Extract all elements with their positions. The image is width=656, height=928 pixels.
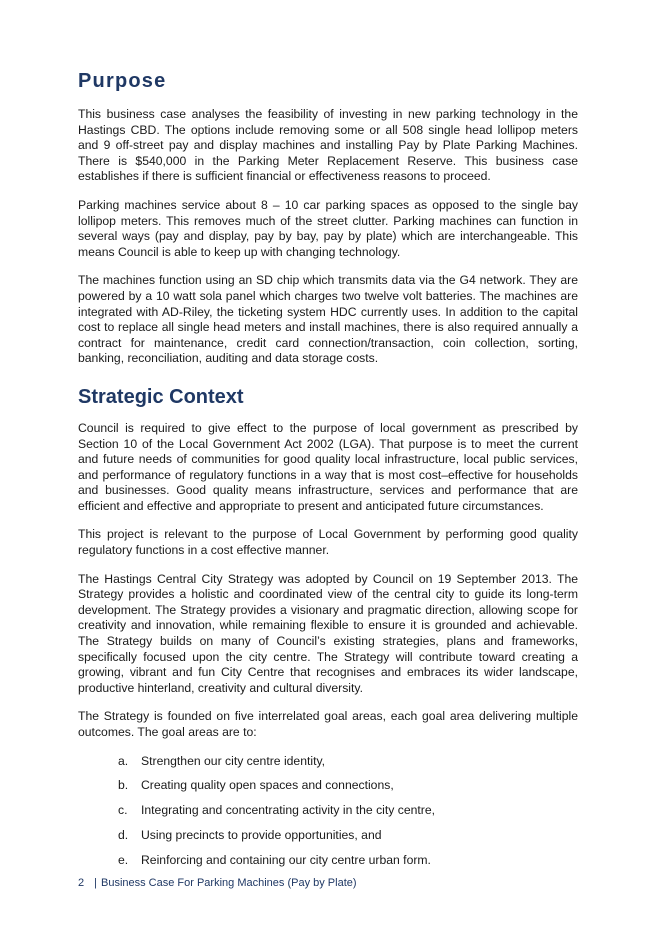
purpose-paragraph-3: The machines function using an SD chip which transmits data via the G4 network. They are powered by a 10 watt sola panel which charges two twelve volt batteries. The machines are integrated with AD-Riley, the ticketing system HDC currently uses. In addition to the capital cost to replace all single head meters and install machines, there is also required annually a contract for maintenance, credit card connection/transaction, coin collection, sorting, banking, reconciliation, auditing and data storage costs. (78, 273, 578, 366)
purpose-paragraph-2: Parking machines service about 8 – 10 car parking spaces as opposed to the single bay lollipop meters. This removes much of the street clutter. Parking machines can function in several ways (pay and display, pay by bay, pay by plate) which are interchangeable. This means Council is able to keep up with changing technology. (78, 197, 578, 259)
list-item (78, 803, 578, 819)
list-item (78, 754, 578, 770)
list-item (78, 828, 578, 844)
list-item-text: Using precincts to provide opportunities, and (141, 827, 382, 842)
list-item-letter: a. (118, 753, 129, 768)
goal-areas-list (78, 754, 578, 869)
strategic-paragraph-2: This project is relevant to the purpose of Local Government by performing good quality regulatory functions in a cost effective manner. (78, 527, 578, 558)
document-page (78, 66, 578, 878)
list-item-letter: e. (118, 852, 129, 867)
strategic-paragraph-1: Council is required to give effect to the purpose of local government as prescribed by Section 10 of the Local Government Act 2002 (LGA). That purpose is to meet the current and future needs of communities for good quality local infrastructure, local public services, and performance of regulatory functions in a way that is most cost–effective for households and businesses. Good quality means infrastructure, services and performance that are efficient and effective and appropriate to present and anticipated future circumstances. (78, 420, 578, 513)
purpose-paragraph-1: This business case analyses the feasibility of investing in new parking technology in the Hastings CBD. The options include removing some or all 508 single head lollipop meters and 9 off-street pay and display machines and installing Pay by Plate Parking Machines. There is $540,000 in the Parking Meter Replacement Reserve. This business case establishes if there is sufficient financial or effectiveness reasons to proceed. (78, 107, 578, 184)
list-item-text: Creating quality open spaces and connections, (141, 778, 394, 793)
list-item-letter: d. (118, 827, 129, 842)
purpose-heading: Purpose (78, 70, 167, 92)
list-item-text: Reinforcing and containing our city centre urban form. (141, 852, 431, 867)
page-number: 2 (78, 877, 85, 889)
list-item-letter: c. (118, 803, 128, 818)
strategic-paragraph-3: The Hastings Central City Strategy was adopted by Council on 19 September 2013. The Strategy provides a holistic and coordinated view of the central city to guide its long-term development. The Strategy provides a visionary and pragmatic direction, allowing scope for creativity and innovation, while remaining flexible to ensure it is grounded and achievable. The Strategy builds on many of Council’s existing strategies, plans and frameworks, specifically focused upon the city centre. The Strategy will contribute toward creating a growing, vibrant and fun City Centre that recognises and embraces its wider landscape, productive hinterland, creativity and cultural diversity. (78, 571, 578, 695)
footer-title: Business Case For Parking Machines (Pay by Plate) (100, 877, 357, 889)
list-item-letter: b. (118, 778, 129, 793)
strategic-context-heading: Strategic Context (78, 385, 244, 408)
strategic-paragraph-4: The Strategy is founded on five interrelated goal areas, each goal area delivering multiple outcomes. The goal areas are to: (78, 709, 578, 739)
page-footer (78, 877, 357, 889)
list-item (78, 853, 578, 869)
list-item-text: Integrating and concentrating activity in the city centre, (141, 803, 436, 818)
footer-separator: | (94, 877, 97, 889)
list-item-text: Strengthen our city centre identity, (141, 753, 326, 768)
list-item (78, 778, 578, 794)
